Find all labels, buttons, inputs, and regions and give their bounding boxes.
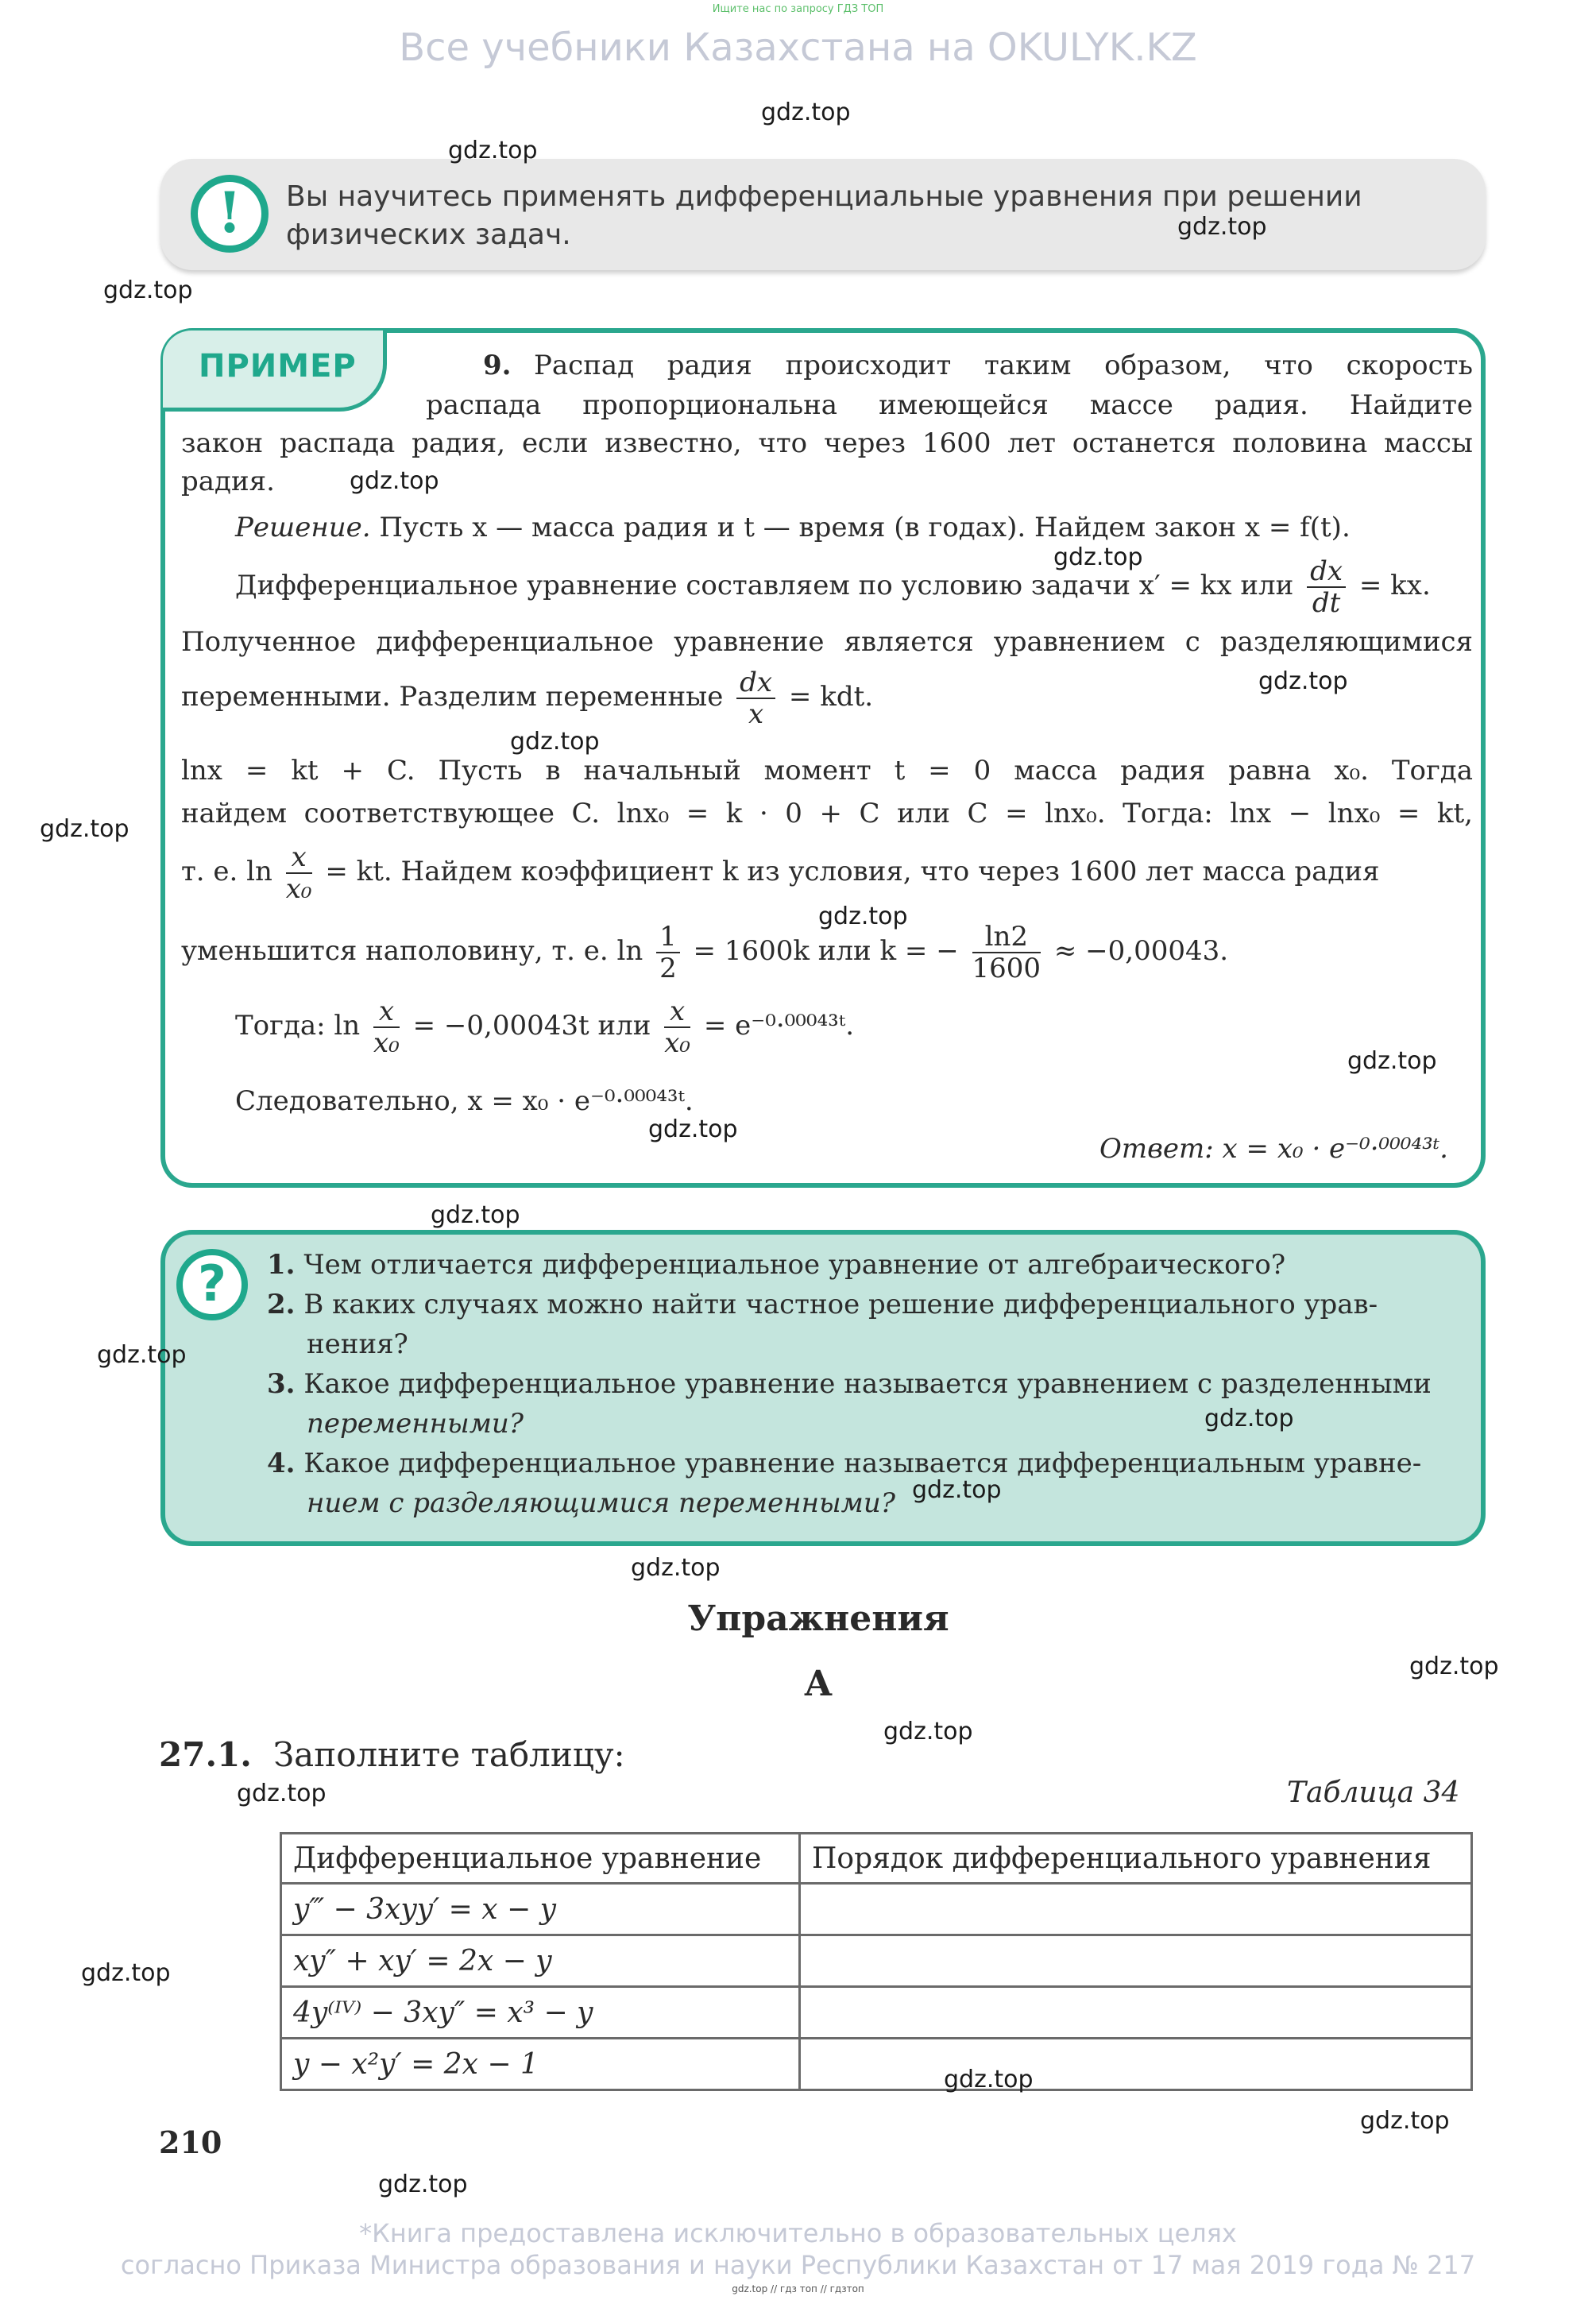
table-header-cell: Дифференциальное уравнение: [281, 1834, 800, 1884]
te-line: [181, 842, 1379, 904]
then-fraction-2: [664, 996, 690, 1058]
then-start: Тогда: ln: [235, 1010, 361, 1042]
question-3: [267, 1368, 1432, 1400]
half-fraction-2: [972, 922, 1041, 984]
watermark: gdz.top: [1409, 1653, 1499, 1680]
problem-line-3: закон распада радия, если известно, что через 1600 лет останется половина массы: [181, 427, 1473, 459]
watermark: gdz.top: [912, 1476, 1002, 1504]
table-cell: xy″ + xy′ = 2x − y: [281, 1935, 800, 1987]
sep-vars-line: [181, 667, 873, 729]
solution-text: Пусть x — масса радия и t — время (в годах). Найдем закон x = f(t).: [379, 512, 1351, 543]
example-number: 9.: [483, 350, 512, 381]
watermark: gdz.top: [818, 903, 908, 930]
exclamation-icon: !: [191, 175, 269, 253]
half-frac-den: 2: [659, 953, 677, 984]
question-number: 1.: [267, 1249, 296, 1281]
table-header-cell: Порядок дифференциального уравнения: [800, 1834, 1472, 1884]
table-row: [281, 1884, 1472, 1935]
de-frac-den: dt: [1312, 587, 1341, 619]
solution-line-1: [235, 512, 1351, 543]
sep-frac-num: dx: [736, 667, 775, 699]
watermark: gdz.top: [350, 467, 439, 495]
solution-label: Решение.: [235, 512, 371, 543]
question-3-cont: переменными?: [307, 1408, 524, 1440]
half-frac2-den: 1600: [972, 953, 1041, 984]
table-cell: y‴ − 3xyy′ = x − y: [281, 1884, 800, 1935]
te-frac-den: x₀: [285, 873, 312, 905]
half-mid: = 1600k или k = −: [693, 935, 959, 967]
de-fraction: [1307, 556, 1346, 618]
exercise-table: [280, 1832, 1473, 2091]
de-text: Дифференциальное уравнение составляем по условию задачи x′ = kx или: [235, 570, 1294, 601]
question-text: Какое дифференциальное уравнение называется дифференциальным уравне-: [303, 1448, 1422, 1479]
watermark: gdz.top: [631, 1554, 721, 1582]
then-tail: = e⁻⁰·⁰⁰⁰⁴³ᵗ.: [703, 1010, 855, 1042]
watermark: gdz.top: [103, 276, 193, 304]
exercise-text: Заполните таблицу:: [273, 1735, 625, 1774]
ln-line-1: lnx = kt + C. Пусть в начальный момент t = 0 масса радия равна x₀. Тогда: [181, 755, 1473, 787]
exercise-number: 27.1.: [159, 1735, 252, 1774]
half-frac2-num: ln2: [972, 922, 1041, 953]
te-frac-num: x: [286, 842, 312, 874]
table-row: [281, 1935, 1472, 1987]
te-start: т. е. ln: [181, 856, 272, 887]
question-1: [267, 1249, 1285, 1281]
then-frac-num: x: [373, 996, 400, 1028]
watermark: gdz.top: [883, 1718, 973, 1745]
table-cell: [800, 2039, 1472, 2090]
then-frac2-den: x₀: [664, 1027, 691, 1059]
watermark: gdz.top: [1258, 667, 1348, 695]
te-fraction: [286, 842, 312, 904]
question-number: 4.: [267, 1448, 296, 1479]
question-2: [267, 1289, 1378, 1320]
header-search-hint: Ищите нас по запросу ГДЗ ТОП: [712, 3, 884, 15]
watermark: gdz.top: [1053, 543, 1143, 571]
watermark: gdz.top: [448, 137, 538, 164]
exercises-level: А: [804, 1664, 833, 1704]
header-site-title: Все учебники Казахстана на OKULYK.KZ: [399, 25, 1197, 70]
then-frac2-num: x: [664, 996, 690, 1028]
watermark: gdz.top: [1360, 2107, 1450, 2135]
question-4-cont: нием с разделяющимися переменными?: [307, 1487, 895, 1519]
footer-line-2: согласно Приказа Министра образования и науки Республики Казахстан от 17 мая 2019 года № 217: [120, 2250, 1476, 2280]
watermark: gdz.top: [944, 2066, 1034, 2093]
question-2-cont: нения?: [307, 1328, 408, 1360]
question-text: Чем отличается дифференциальное уравнение от алгебраического?: [303, 1249, 1286, 1281]
table-header-row: [281, 1834, 1472, 1884]
table-row: [281, 2039, 1472, 2090]
de-tail: = kx.: [1358, 570, 1431, 601]
problem-line-2: распада пропорциональна имеющейся массе радия. Найдите: [426, 389, 1473, 421]
then-fraction: [373, 996, 400, 1058]
question-icon: ?: [176, 1249, 248, 1320]
question-text: В каких случаях можно найти частное решение дифференциального урав-: [303, 1289, 1378, 1320]
then-frac-den: x₀: [373, 1027, 400, 1059]
table-cell: [800, 1935, 1472, 1987]
answer-value: x = x₀ · e⁻⁰·⁰⁰⁰⁴³ᵗ.: [1222, 1133, 1448, 1165]
sep-fraction: [736, 667, 775, 729]
watermark: gdz.top: [1347, 1047, 1437, 1075]
watermark: gdz.top: [648, 1115, 738, 1143]
half-start: уменьшится наполовину, т. е. ln: [181, 935, 643, 967]
answer-label: Ответ:: [1099, 1133, 1214, 1165]
watermark: gdz.top: [1204, 1405, 1294, 1432]
half-tail: ≈ −0,00043.: [1053, 935, 1229, 967]
problem-line-4: радия.: [181, 466, 275, 497]
half-frac-num: 1: [656, 922, 680, 953]
sep-tail: = kdt.: [788, 681, 874, 713]
then-mid: = −0,00043t или: [412, 1010, 651, 1042]
table-cell: y − x²y′ = 2x − 1: [281, 2039, 800, 2090]
question-number: 2.: [267, 1289, 296, 1320]
question-4: [267, 1448, 1421, 1479]
table-cell: [800, 1987, 1472, 2039]
then-line: [235, 996, 854, 1058]
question-text: Какое дифференциальное уравнение называется уравнением с разделенными: [303, 1368, 1432, 1400]
watermark: gdz.top: [237, 1780, 327, 1807]
goal-text: Вы научитесь применять дифференциальные уравнения при решении физических задач.: [286, 180, 1362, 251]
watermark: gdz.top: [1177, 213, 1267, 241]
ln-line-2: найдем соответствующее C. lnx₀ = k · 0 + C или C = lnx₀. Тогда: lnx − lnx₀ = kt,: [181, 798, 1473, 829]
sep-text: переменными. Разделим переменные: [181, 681, 724, 713]
watermark: gdz.top: [510, 728, 600, 756]
half-line: [181, 922, 1228, 984]
therefore-line: Следовательно, x = x₀ · e⁻⁰·⁰⁰⁰⁴³ᵗ.: [235, 1085, 694, 1117]
de-frac-num: dx: [1307, 556, 1346, 588]
watermark: gdz.top: [378, 2171, 468, 2198]
table-cell: [800, 1884, 1472, 1935]
footer-line-3: gdz.top // гдз топ // гдзтоп: [732, 2283, 864, 2294]
footer-line-1: *Книга предоставлена исключительно в образовательных целях: [359, 2218, 1237, 2248]
half-fraction: [656, 922, 680, 984]
de-line: [235, 556, 1431, 618]
te-tail: = kt. Найдем коэффициент k из условия, что через 1600 лет масса радия: [325, 856, 1380, 887]
watermark: gdz.top: [40, 815, 129, 843]
table-row: [281, 1987, 1472, 2039]
page-number: 210: [159, 2124, 222, 2160]
table-caption: Таблица 34: [1287, 1776, 1460, 1809]
watermark: gdz.top: [431, 1201, 520, 1229]
answer-line: [1099, 1133, 1448, 1165]
question-number: 3.: [267, 1368, 296, 1400]
watermark: gdz.top: [97, 1341, 187, 1369]
table-cell: 4y⁽ᴵⱽ⁾ − 3xy″ = x³ − y: [281, 1987, 800, 2039]
exercises-title: Упражнения: [687, 1598, 949, 1639]
sep-frac-den: x: [748, 698, 764, 730]
watermark: gdz.top: [81, 1959, 171, 1987]
watermark: gdz.top: [761, 99, 851, 126]
example-tab-label: ПРИМЕР: [199, 348, 357, 385]
separable-line: Полученное дифференциальное уравнение является уравнением с разделяющимися: [181, 626, 1473, 658]
problem-line-1: Распад радия происходит таким образом, что скорость: [534, 350, 1473, 381]
